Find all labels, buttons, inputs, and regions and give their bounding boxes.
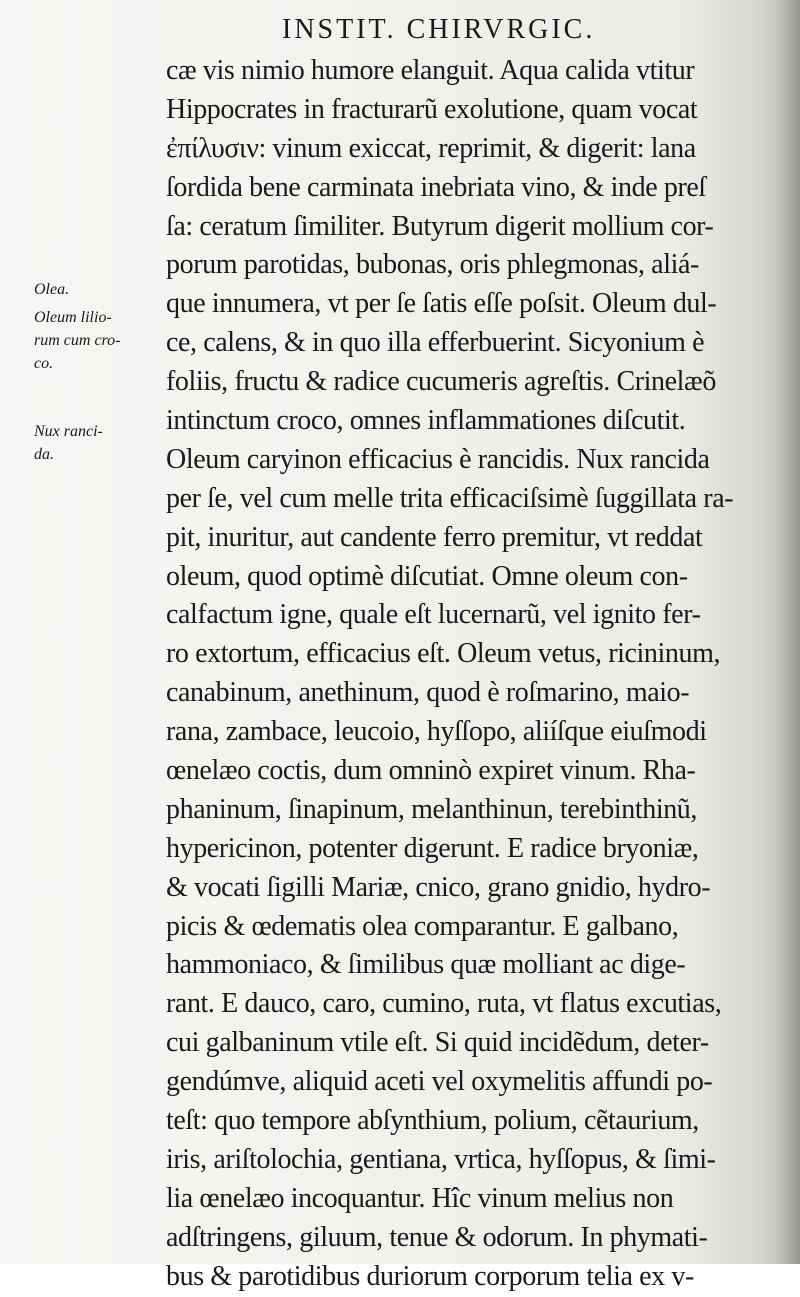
marginal-note-line: Oleum lilio- [34,309,112,326]
running-head: INSTIT. CHIRVRGIC. [282,14,596,45]
text-line: hypericinon, potenter digerunt. E radice bryoniæ, [166,832,699,864]
text-line: gendúmve, aliquid aceti vel oxymelitis affundi po- [166,1066,713,1098]
text-line: que innumera, vt per ſe ſatis eſſe poſsit. Oleum dul- [166,288,717,320]
marginal-note-oleum-liliorum [34,306,162,375]
text-line: ce, calens, & in quo illa efferbuerint. Sicyonium è [166,327,705,359]
text-line: cæ vis nimio humore elanguit. Aqua calida vtitur [166,55,695,86]
text-line: picis & œdematis olea comparantur. E galbano, [166,910,679,942]
text-line: lia œnelæo incoquantur. Hîc vinum melius non [166,1182,674,1214]
text-line: cui galbaninum vtile eſt. Si quid incidẽdum, deter- [166,1027,709,1059]
text-line: intinctum croco, omnes inflammationes diſcutit. [166,405,686,437]
text-line: ἐπίλυσιν: vinum exiccat, reprimit, & digerit: lana [166,132,696,164]
text-line: Hippocrates in fracturarũ exolutione, quam vocat [166,93,698,125]
text-line: rant. E dauco, caro, cumino, ruta, vt flatus excutias, [166,988,722,1020]
text-line: phaninum, ſinapinum, melanthinun, terebinthinũ, [166,793,698,825]
marginal-note-olea [34,278,162,301]
text-line: adſtringens, giluum, tenue & odorum. In phymati- [166,1221,708,1253]
text-line: ſordida bene carminata inebriata vino, & inde preſ [166,171,706,203]
text-line: oleum, quod optimè diſcutiat. Omne oleum con- [166,560,688,592]
text-line: canabinum, anethinum, quod è roſmarino, maio- [166,677,690,709]
marginal-note-line: rum cum cro- [34,332,121,349]
text-line: ro extortum, efficacius eſt. Oleum vetus, ricininum, [166,638,721,670]
marginal-note-line: Nux ranci- [34,423,103,440]
text-line: pit, inuritur, aut candente ferro premitur, vt reddat [166,521,703,553]
body-text [166,52,766,1297]
marginal-note-line: Olea. [34,281,70,298]
text-line: Oleum caryinon efficacius è rancidis. Nux rancida [166,443,710,475]
marginal-note-line: da. [34,446,54,463]
marginal-note-nux-rancida [34,420,162,466]
text-line: calfactum igne, quale eſt lucernarũ, vel ignito fer- [166,599,701,631]
text-line: œnelæo coctis, dum omninò expiret vinum. Rha- [166,755,696,787]
text-line: & vocati ſigilli Mariæ, cnico, grano gnidio, hydro- [166,871,711,903]
text-line: porum parotidas, bubonas, oris phlegmonas, aliá- [166,249,699,281]
text-line: teſt: quo tempore abſynthium, polium, cẽtaurium, [166,1105,699,1137]
text-line: per ſe, vel cum melle trita efficaciſsimè ſuggillata ra- [166,482,734,514]
text-line: rana, zambace, leucoio, hyſſopo, aliíſque eiuſmodi [166,716,707,748]
text-line: bus & parotidibus duriorum corporum telia ex v- [166,1260,694,1292]
page-gutter-shadow [772,0,800,1264]
marginal-note-line: co. [34,355,54,372]
text-line: ſa: ceratum ſimiliter. Butyrum digerit mollium cor- [166,210,714,242]
text-line: iris, ariſtolochia, gentiana, vrtica, hyſſopus, & ſimi- [166,1143,716,1175]
text-line: foliis, fructu & radice cucumeris agreſtis. Crinelæõ [166,366,716,398]
text-line: hammoniaco, & ſimilibus quæ molliant ac dige- [166,949,686,981]
